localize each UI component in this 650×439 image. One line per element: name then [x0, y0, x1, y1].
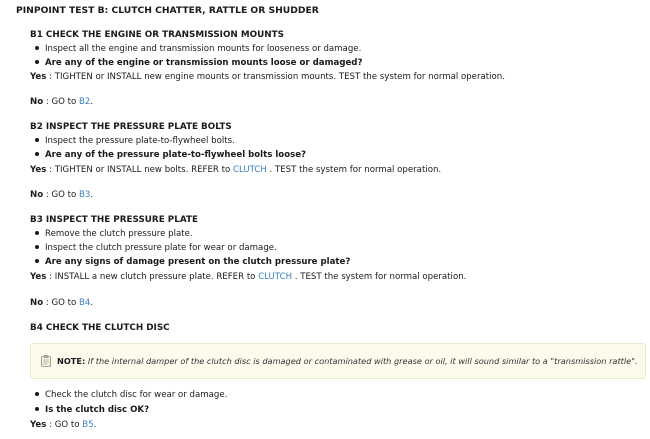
- note-text: NOTE: If the internal damper of the clutch disc is damaged or contaminated with grease or oil, it will sound similar to a "transmission rattle".: [57, 356, 638, 366]
- bullet-icon: [35, 152, 39, 156]
- bullet-icon: [35, 407, 39, 411]
- step-b2-heading: B2 INSPECT THE PRESSURE PLATE BOLTS: [30, 122, 232, 132]
- step-b3-yes: Yes : INSTALL a new clutch pressure plate. REFER to CLUTCH . TEST the system for normal operation.: [30, 272, 467, 282]
- note-box: [30, 343, 646, 379]
- step-b2-item: Inspect the pressure plate-to-flywheel bolts.: [30, 136, 235, 146]
- note-clipboard-icon: [41, 355, 51, 367]
- link-clutch[interactable]: CLUTCH: [232, 165, 267, 175]
- step-b3-item: Inspect the clutch pressure plate for wear or damage.: [30, 243, 277, 253]
- step-b2-no: No : GO to B3.: [30, 190, 94, 200]
- step-b2-question: Are any of the pressure plate-to-flywheel bolts loose?: [30, 150, 306, 160]
- bullet-icon: [35, 138, 39, 142]
- step-b4-item: Check the clutch disc for wear or damage.: [30, 390, 227, 400]
- step-b1-no: No : GO to B2.: [30, 97, 94, 107]
- step-b2-yes: Yes : TIGHTEN or INSTALL new bolts. REFER to CLUTCH . TEST the system for normal operation.: [30, 165, 442, 175]
- step-b1-heading: B1 CHECK THE ENGINE OR TRANSMISSION MOUNTS: [30, 30, 284, 40]
- step-b4-heading: B4 CHECK THE CLUTCH DISC: [30, 323, 170, 333]
- bullet-icon: [35, 392, 39, 396]
- step-b1-yes: Yes : TIGHTEN or INSTALL new engine mounts or transmission mounts. TEST the system for normal operation.: [30, 72, 505, 82]
- link-b4[interactable]: B4: [78, 298, 91, 308]
- step-b3-item: Remove the clutch pressure plate.: [30, 229, 193, 239]
- step-b3-question: Are any signs of damage present on the clutch pressure plate?: [30, 257, 350, 267]
- bullet-icon: [35, 259, 39, 263]
- link-b3[interactable]: B3: [78, 190, 91, 200]
- link-b2[interactable]: B2: [78, 97, 91, 107]
- step-b4-yes: Yes : GO to B5.: [30, 420, 97, 430]
- bullet-icon: [35, 231, 39, 235]
- step-b1-question: Are any of the engine or transmission mounts loose or damaged?: [30, 58, 362, 68]
- bullet-icon: [35, 46, 39, 50]
- bullet-icon: [35, 60, 39, 64]
- step-b3-no: No : GO to B4.: [30, 298, 94, 308]
- link-clutch[interactable]: CLUTCH: [258, 272, 293, 282]
- step-b4-question: Is the clutch disc OK?: [30, 405, 149, 415]
- bullet-icon: [35, 245, 39, 249]
- page-title: PINPOINT TEST B: CLUTCH CHATTER, RATTLE OR SHUDDER: [16, 5, 319, 16]
- link-b5[interactable]: B5: [82, 420, 94, 430]
- step-b3-heading: B3 INSPECT THE PRESSURE PLATE: [30, 215, 198, 225]
- step-b1-item: Inspect all the engine and transmission mounts for looseness or damage.: [30, 44, 361, 54]
